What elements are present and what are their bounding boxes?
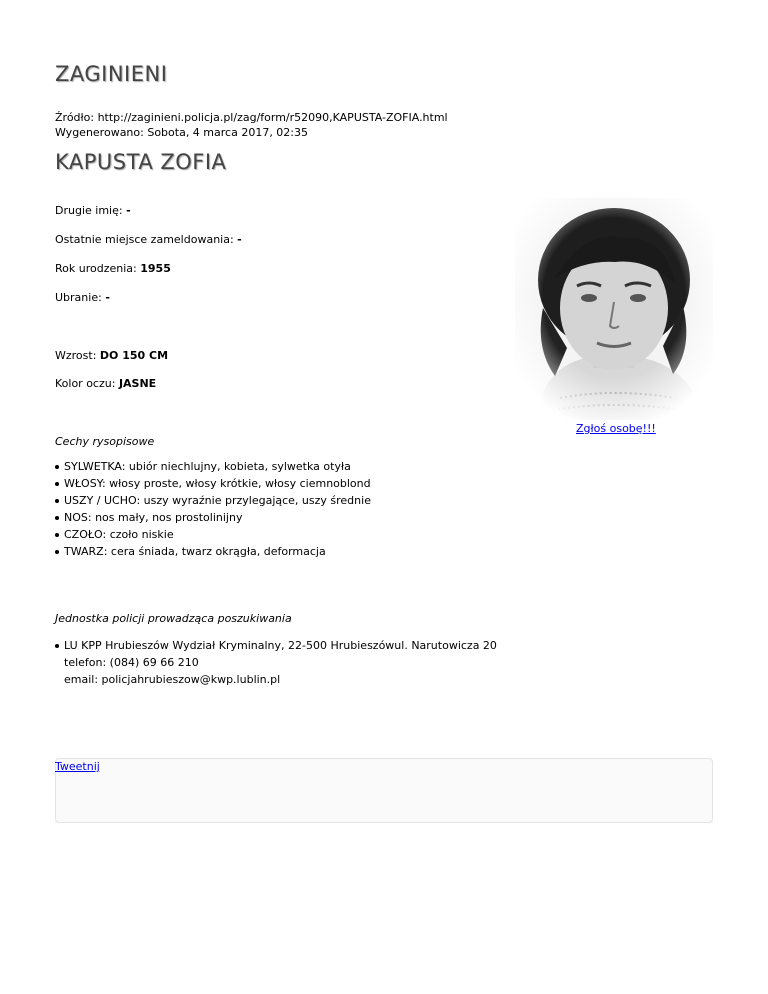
field-birth-year — [55, 262, 171, 275]
unit-address: LU KPP Hrubieszów Wydział Kryminalny, 22-500 Hrubieszówul. Narutowicza 20 — [64, 639, 497, 652]
field-label: Wzrost: — [55, 349, 97, 362]
field-eye-color — [55, 377, 156, 390]
field-last-residence — [55, 233, 242, 246]
field-value: - — [237, 233, 242, 246]
police-unit-title: Jednostka policji prowadząca poszukiwania — [55, 612, 292, 625]
field-value: - — [126, 204, 131, 217]
list-item: SYLWETKA: ubiór niechlujny, kobieta, sylwetka otyła — [55, 458, 371, 475]
field-label: Ostatnie miejsce zameldowania: — [55, 233, 234, 246]
report-person-link[interactable]: Zgłoś osobę!!! — [576, 422, 656, 435]
field-label: Ubranie: — [55, 291, 102, 304]
site-title: ZAGINIENI — [55, 62, 168, 86]
list-item: NOS: nos mały, nos prostolinijny — [55, 509, 371, 526]
field-label: Kolor oczu: — [55, 377, 116, 390]
field-label: Drugie imię: — [55, 204, 123, 217]
field-value: JASNE — [118, 377, 157, 390]
list-item: USZY / UCHO: uszy wyraźnie przylegające, uszy średnie — [55, 492, 371, 509]
person-photo — [515, 198, 713, 420]
list-item: TWARZ: cera śniada, twarz okrągła, deformacja — [55, 543, 371, 560]
person-name: KAPUSTA ZOFIA — [55, 150, 227, 174]
unit-phone: telefon: (084) 69 66 210 — [64, 656, 199, 669]
features-title: Cechy rysopisowe — [55, 435, 155, 448]
list-item: WŁOSY: włosy proste, włosy krótkie, włosy ciemnoblond — [55, 475, 371, 492]
features-list — [55, 458, 371, 560]
field-height — [55, 349, 168, 362]
generated-line: Wygenerowano: Sobota, 4 marca 2017, 02:35 — [55, 126, 309, 139]
tweet-widget-box — [55, 758, 713, 823]
field-value: 1955 — [140, 262, 171, 275]
unit-email: email: policjahrubieszow@kwp.lublin.pl — [64, 673, 281, 686]
list-item: CZOŁO: czoło niskie — [55, 526, 371, 543]
tweet-button[interactable]: Tweetnij — [55, 760, 100, 773]
police-unit-list — [55, 637, 497, 688]
field-middle-name — [55, 204, 131, 217]
field-clothing — [55, 291, 110, 304]
source-line: Źródło: http://zaginieni.policja.pl/zag/form/r52090,KAPUSTA-ZOFIA.html — [55, 111, 448, 124]
field-value: DO 150 CM — [99, 349, 169, 362]
field-label: Rok urodzenia: — [55, 262, 137, 275]
field-value: - — [105, 291, 110, 304]
list-item — [55, 637, 497, 688]
meta-info — [55, 110, 448, 140]
